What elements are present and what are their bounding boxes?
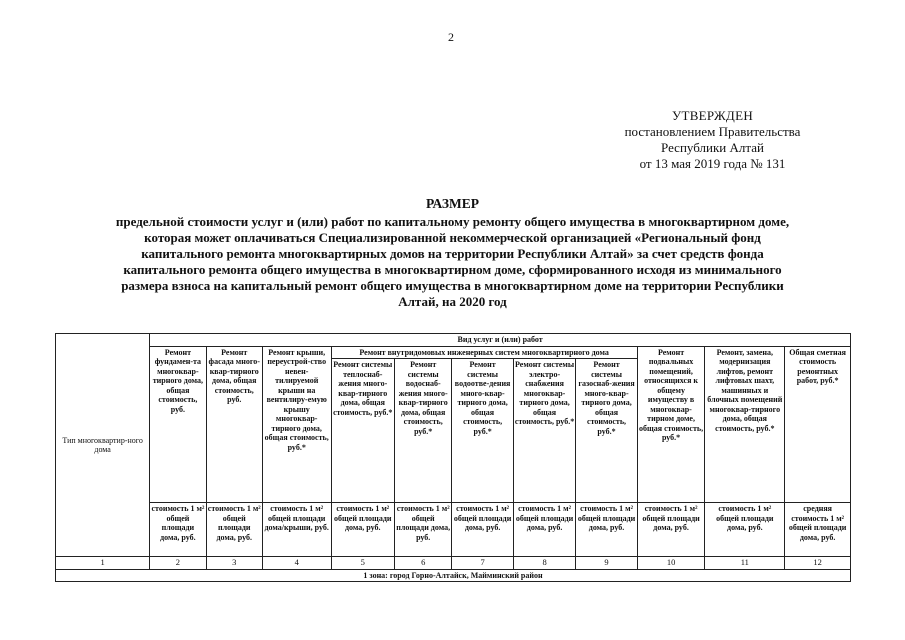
header-col-7: Ремонт системы водоотве-дения много-квар-тирного дома, общая стоимость, руб.* <box>452 359 513 503</box>
column-number: 12 <box>785 557 851 570</box>
unit-col-5: стоимость 1 м² общей площади дома, руб. <box>331 503 395 557</box>
approval-line: от 13 мая 2019 года № 131 <box>639 156 786 171</box>
header-col-12: Общая сметная стоимость ремонтных работ, руб.* <box>785 346 851 503</box>
unit-col-6: стоимость 1 м² общей площади дома, руб. <box>395 503 452 557</box>
header-col-10: Ремонт подвальных помещений, относящихся к общему имуществу в многоквар-тирном доме, общая стоимость, руб.* <box>637 346 705 503</box>
header-col-5: Ремонт системы теплоснаб-жения много-квар-тирного дома, общая стоимость, руб.* <box>331 359 395 503</box>
unit-col-7: стоимость 1 м² общей площади дома, руб. <box>452 503 513 557</box>
column-number: 2 <box>150 557 206 570</box>
title-main: РАЗМЕР <box>425 196 480 211</box>
header-col-6: Ремонт системы водоснаб-жения много-квар-тирного дома, общая стоимость, руб.* <box>395 359 452 503</box>
header-subgroup: Ремонт внутридомовых инженерных систем многоквартирного дома <box>331 346 637 359</box>
column-number: 11 <box>705 557 785 570</box>
column-number: 6 <box>395 557 452 570</box>
unit-col-8: стоимость 1 м² общей площади дома, руб. <box>513 503 575 557</box>
header-col-3: Ремонт фасада много-квар-тирного дома, общая стоимость, руб. <box>206 346 262 503</box>
page-number: 2 <box>448 30 454 44</box>
title-line: размера взноса на капитальный ремонт общего имущества в многоквартирном доме на территории Республики <box>121 278 784 293</box>
unit-col-2: стоимость 1 м² общей площади дома, руб. <box>150 503 206 557</box>
unit-col-3: стоимость 1 м² общей площади дома, руб. <box>206 503 262 557</box>
column-number: 10 <box>637 557 705 570</box>
approval-stamp <box>560 108 865 172</box>
header-col-11: Ремонт, замена, модернизация лифтов, ремонт лифтовых шахт, машинных и блочных помещений многоквар-тирного дома, общая стоимость, руб.* <box>705 346 785 503</box>
title-line: капитального ремонта многоквартирных домов на территории Республики Алтай» за счет средств фонда <box>141 246 764 261</box>
unit-col-11: стоимость 1 м² общей площади дома, руб. <box>705 503 785 557</box>
column-number: 7 <box>452 557 513 570</box>
zone-row: 1 зона: город Горно-Алтайск, Майминский район <box>56 569 851 582</box>
unit-col-10: стоимость 1 м² общей площади дома, руб. <box>637 503 705 557</box>
header-col-9: Ремонт системы газоснаб-жения много-квар-тирного дома, общая стоимость, руб.* <box>576 359 637 503</box>
column-number: 9 <box>576 557 637 570</box>
header-type: Тип многоквартир-ного дома <box>56 334 150 557</box>
header-group: Вид услуг и (или) работ <box>150 334 851 347</box>
document-title <box>40 196 865 310</box>
unit-col-9: стоимость 1 м² общей площади дома, руб. <box>576 503 637 557</box>
title-line: Алтай, на 2020 год <box>398 294 507 309</box>
title-line: капитального ремонта общего имущества в многоквартирном доме, сформированного исходя из минимального <box>123 262 782 277</box>
header-col-8: Ремонт системы электро-снабжения многоквар-тирного дома, общая стоимость, руб.* <box>513 359 575 503</box>
approval-line: Республики Алтай <box>661 140 764 155</box>
approval-heading: УТВЕРЖДЕН <box>671 108 754 123</box>
unit-col-4: стоимость 1 м² общей площади дома/крыши, руб. <box>262 503 331 557</box>
title-line: предельной стоимости услуг и (или) работ по капитальному ремонту общего имущества в многоквартирном доме, <box>115 214 790 229</box>
column-number: 4 <box>262 557 331 570</box>
approval-line: постановлением Правительства <box>624 124 801 139</box>
header-col-2: Ремонт фундамен-та многоквар-тирного дома, общая стоимость, руб. <box>150 346 206 503</box>
column-number: 8 <box>513 557 575 570</box>
unit-col-12: средняя стоимость 1 м² общей площади дома, руб. <box>785 503 851 557</box>
title-line: которая может оплачиваться Специализированной некоммерческой организацией «Региональный фонд <box>144 230 761 245</box>
column-number: 5 <box>331 557 395 570</box>
column-number: 3 <box>206 557 262 570</box>
header-col-4: Ремонт крыши, переустрой-ство невен-тилируемой крыши на вентилиру-емую крышу многоквар-тирного дома, общая стоимость, руб.* <box>262 346 331 503</box>
column-number: 1 <box>56 557 150 570</box>
cost-table <box>55 333 851 582</box>
